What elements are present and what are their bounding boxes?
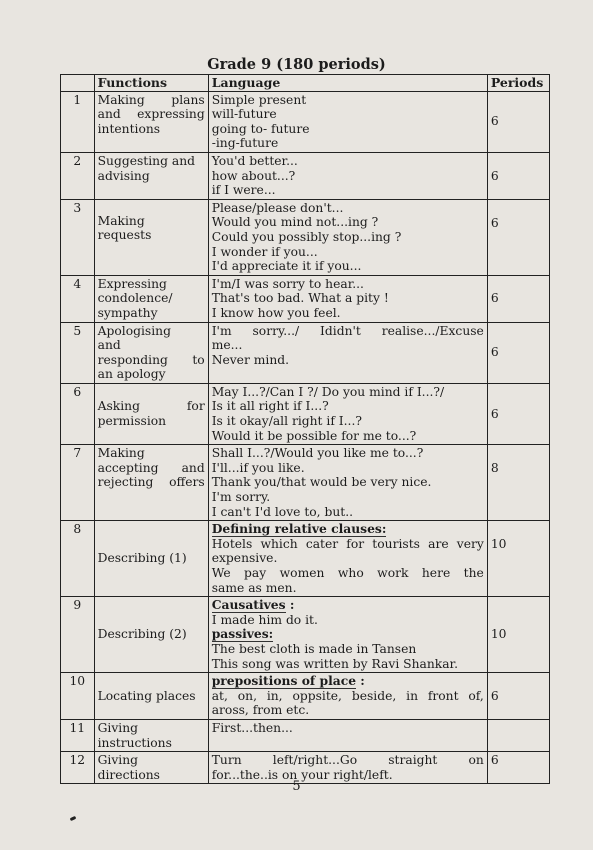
row-periods: 6: [487, 275, 549, 322]
row-periods: 6: [487, 752, 549, 784]
table-row: [61, 91, 550, 152]
row-language: Simple present will-future going to- future -ing-future: [208, 91, 487, 152]
row-periods: 6: [487, 322, 549, 383]
header-functions: Functions: [94, 75, 208, 92]
row-function: Suggesting and advising: [94, 152, 208, 199]
table-row: [61, 521, 550, 597]
row-language: I'm/I was sorry to hear... That's too bad. What a pity ! I know how you feel.: [208, 275, 487, 322]
row-number: 4: [61, 275, 95, 322]
row-number: 12: [61, 752, 95, 784]
syllabus-table: [60, 74, 550, 784]
row-language: Causatives : I made him do it. passives: The best cloth is made in Tansen This song was written by Ravi Shankar.: [208, 597, 487, 673]
table-row: [61, 597, 550, 673]
row-number: 10: [61, 673, 95, 720]
row-language: Defining relative clauses: Hotels which cater for tourists are very expensive. We pay women who work here the same as men.: [208, 521, 487, 597]
table-row: [61, 445, 550, 521]
pen-mark: [70, 816, 77, 821]
row-function: Locating places: [94, 673, 208, 720]
row-periods: 8: [487, 445, 549, 521]
row-periods: 6: [487, 383, 549, 444]
page-title: Grade 9 (180 periods): [207, 56, 386, 73]
table-row: [61, 322, 550, 383]
row-function: Giving directions: [94, 752, 208, 784]
row-periods: [487, 719, 549, 751]
header-number: [61, 75, 95, 92]
row-number: 2: [61, 152, 95, 199]
row-number: 3: [61, 199, 95, 275]
row-number: 7: [61, 445, 95, 521]
language-subheading: Causatives :: [211, 597, 295, 613]
row-number: 9: [61, 597, 95, 673]
language-subheading: prepositions of place :: [211, 673, 365, 689]
row-periods: 6: [487, 673, 549, 720]
language-subheading: passives:: [211, 626, 274, 642]
row-periods: 10: [487, 597, 549, 673]
row-function: Apologising and responding to an apology: [94, 322, 208, 383]
row-language: May I...?/Can I ?/ Do you mind if I...?/ Is it all right if I...? Is it okay/all right if I...? Would it be possible for me to...?: [208, 383, 487, 444]
table-row: [61, 673, 550, 720]
row-function: Making plans and expressing intentions: [94, 91, 208, 152]
row-language: I'm sorry.../ Ididn't realise.../Excuse me... Never mind.: [208, 322, 487, 383]
row-language: prepositions of place : at, on, in, oppsite, beside, in front of, aross, from etc.: [208, 673, 487, 720]
header-periods: Periods: [487, 75, 549, 92]
row-language: Shall I...?/Would you like me to...? I'll...if you like. Thank you/that would be very nice. I'm sorry. I can't I'd love to, but..: [208, 445, 487, 521]
row-number: 11: [61, 719, 95, 751]
row-number: 8: [61, 521, 95, 597]
row-function: Asking for permission: [94, 383, 208, 444]
row-periods: 6: [487, 91, 549, 152]
row-language: First...then...: [208, 719, 487, 751]
row-number: 6: [61, 383, 95, 444]
table-row: [61, 383, 550, 444]
row-function: Making requests: [94, 199, 208, 275]
table-row: [61, 199, 550, 275]
row-function: Expressing condolence/ sympathy: [94, 275, 208, 322]
language-subheading: Defining relative clauses:: [211, 521, 387, 537]
row-number: 1: [61, 91, 95, 152]
row-periods: 10: [487, 521, 549, 597]
table-row: [61, 275, 550, 322]
row-language: Please/please don't... Would you mind not...ing ? Could you possibly stop...ing ? I wonder if you... I'd appreciate it if you...: [208, 199, 487, 275]
row-function: Describing (2): [94, 597, 208, 673]
row-language: Turn left/right...Go straight on for...the..is on your right/left.: [208, 752, 487, 784]
table-row: [61, 719, 550, 751]
row-function: Describing (1): [94, 521, 208, 597]
row-number: 5: [61, 322, 95, 383]
row-periods: 6: [487, 152, 549, 199]
page-number: 5: [292, 779, 301, 794]
row-function: Making accepting and rejecting offers: [94, 445, 208, 521]
row-periods: 6: [487, 199, 549, 275]
table-header-row: [61, 75, 550, 92]
row-language: You'd better... how about...? if I were...: [208, 152, 487, 199]
row-function: Giving instructions: [94, 719, 208, 751]
table-row: [61, 152, 550, 199]
header-language: Language: [208, 75, 487, 92]
